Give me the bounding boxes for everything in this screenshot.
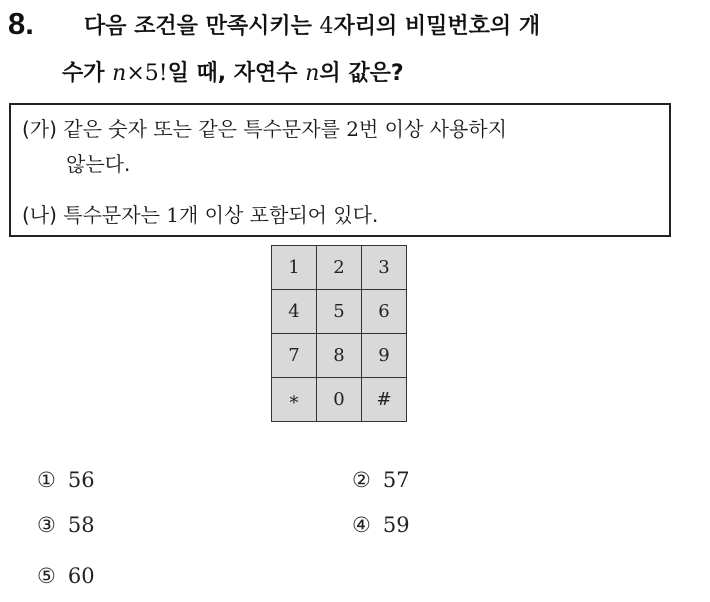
variable-n: n	[112, 61, 127, 86]
choice-2[interactable]	[352, 466, 410, 494]
choice-mark: ①	[37, 468, 56, 492]
condition-text: 개 이상 포함되어 있다.	[179, 203, 379, 227]
choice-mark: ②	[352, 468, 371, 492]
choice-5[interactable]	[37, 562, 95, 590]
question-text: 의 값은?	[319, 61, 404, 86]
keypad-key: 8	[317, 334, 362, 378]
question-text: 다음 조건을 만족시키는	[84, 14, 320, 39]
question-text: 일 때, 자연수	[167, 61, 306, 86]
keypad-key-asterisk: ∗	[272, 378, 317, 422]
choice-value: 58	[67, 513, 95, 537]
question-number: 8.	[8, 6, 34, 41]
question-text-line1	[84, 12, 540, 42]
condition-text: 특수문자는	[56, 203, 167, 227]
keypad-key: 0	[317, 378, 362, 422]
choice-mark: ⑤	[37, 564, 56, 588]
condition-a-continued: 않는다.	[66, 152, 131, 176]
keypad-key: 7	[272, 334, 317, 378]
keypad-row	[272, 378, 407, 422]
factorial: 5!	[144, 61, 168, 86]
digit-count: 4	[319, 14, 334, 39]
choice-4[interactable]	[352, 511, 410, 539]
question-text: 자리의 비밀번호의 개	[333, 14, 541, 39]
choice-value: 56	[67, 468, 95, 492]
question-text: 수가	[62, 61, 113, 86]
condition-label: (가)	[22, 117, 57, 141]
choice-1[interactable]	[37, 466, 95, 494]
condition-text: 번 이상 사용하지	[358, 117, 507, 141]
condition-text: 같은 숫자 또는 같은 특수문자를	[56, 117, 347, 141]
condition-number: 1	[166, 203, 179, 227]
condition-label: (나)	[22, 203, 57, 227]
keypad-key: 6	[362, 290, 407, 334]
keypad-key: 4	[272, 290, 317, 334]
choice-value: 57	[382, 468, 410, 492]
choice-value: 59	[382, 513, 410, 537]
keypad-row	[272, 290, 407, 334]
keypad-key: 3	[362, 246, 407, 290]
condition-a	[22, 115, 507, 143]
keypad-key-hash: #	[362, 378, 407, 422]
keypad-key: 5	[317, 290, 362, 334]
question-text-line2	[62, 59, 404, 89]
keypad-key: 1	[272, 246, 317, 290]
keypad-key: 9	[362, 334, 407, 378]
choice-mark: ④	[352, 513, 371, 537]
keypad-row	[272, 334, 407, 378]
keypad-key: 2	[317, 246, 362, 290]
times-sign: ×	[126, 61, 145, 86]
condition-b	[22, 201, 378, 229]
conditions-box	[9, 103, 671, 237]
keypad	[271, 245, 407, 422]
choice-mark: ③	[37, 513, 56, 537]
variable-n: n	[305, 61, 320, 86]
condition-number: 2	[346, 117, 359, 141]
choice-value: 60	[67, 564, 95, 588]
keypad-row	[272, 246, 407, 290]
choice-3[interactable]	[37, 511, 95, 539]
